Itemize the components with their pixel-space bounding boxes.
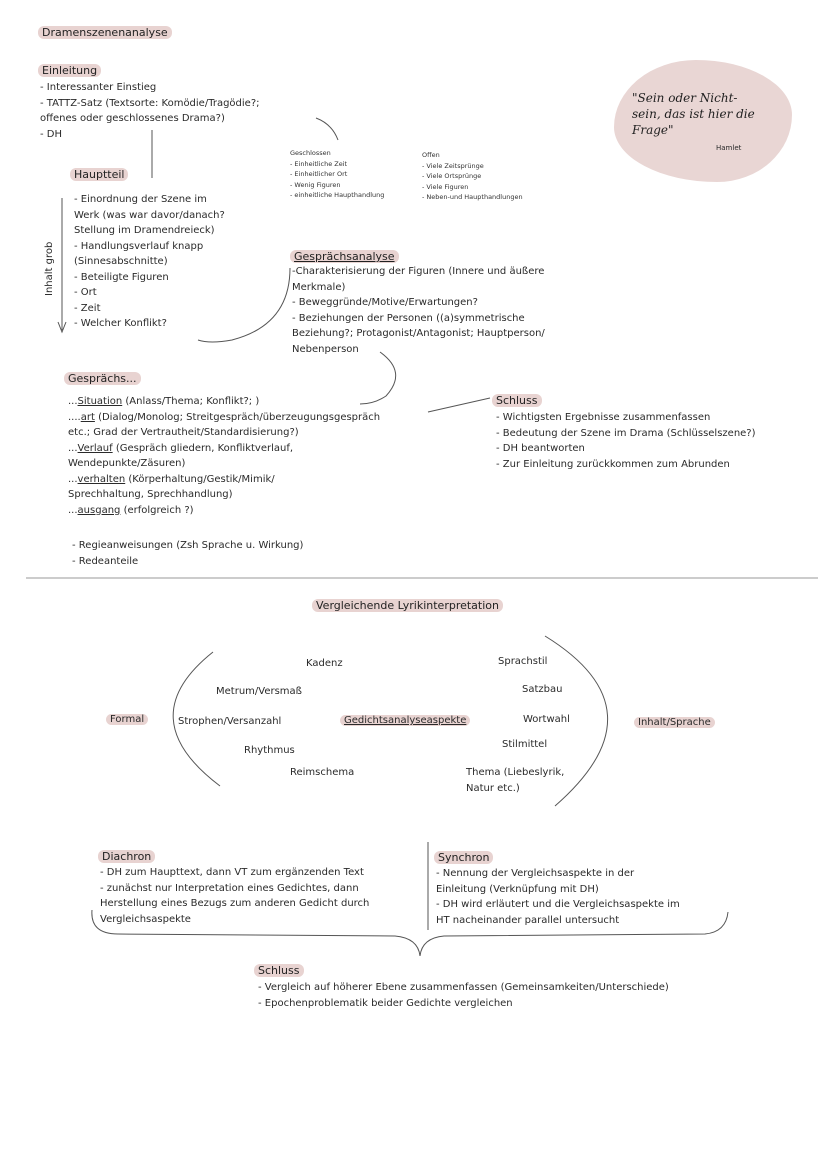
schluss-line — [428, 398, 490, 412]
list-item: - Handlungsverlauf knapp — [74, 240, 204, 252]
ausgang-line: ...ausgang (erfolgreich ?) — [68, 504, 194, 516]
list-item: - Viele Ortsprünge — [422, 172, 482, 180]
page-title: Dramenszenenanalyse — [38, 26, 172, 39]
hamlet-quote — [632, 90, 782, 152]
list-item: - DH zum Haupttext, dann VT zum ergänzenden Text — [100, 867, 364, 878]
quote-line: Frage" — [632, 123, 674, 137]
list-item: Herstellung eines Bezugs zum anderen Gedicht durch — [100, 898, 370, 909]
term-rhythmus: Rhythmus — [244, 745, 295, 756]
situation-line: ...Situation (Anlass/Thema; Konflikt?; ) — [68, 396, 260, 407]
list-item: - Viele Zeitsprünge — [422, 161, 484, 170]
list-item: offenes oder geschlossenes Drama?) — [40, 113, 225, 124]
gespraechs-extra-list — [72, 538, 303, 569]
list-item: - TATTZ-Satz (Textsorte: Komödie/Tragödie?; — [40, 97, 260, 109]
term-thema: Thema (Liebeslyrik, — [466, 767, 565, 778]
gespraechsanalyse-title: Gesprächsanalyse — [290, 250, 399, 263]
list-item: - Beziehungen der Personen ((a)symmetrische — [292, 312, 525, 324]
verlauf-line-2: Wendepunkte/Zäsuren) — [68, 458, 186, 469]
einleitung-title: Einleitung — [38, 64, 101, 77]
list-item: - Neben-und Haupthandlungen — [422, 193, 523, 201]
list-item: - Bedeutung der Szene im Drama (Schlüsselszene?) — [496, 427, 756, 439]
quote-author: Hamlet — [716, 144, 742, 152]
list-item: HT nacheinander parallel untersucht — [436, 914, 620, 926]
hauptteil-list — [74, 192, 225, 332]
lyrik-title: Vergleichende Lyrikinterpretation — [312, 599, 503, 612]
drama-type-curve — [316, 118, 338, 140]
schluss-lyrik-list — [258, 980, 669, 1011]
list-item: - Wichtigsten Ergebnisse zusammenfassen — [496, 412, 711, 423]
term-satzbau: Satzbau — [522, 684, 563, 695]
list-item: - Beweggründe/Motive/Erwartungen? — [292, 297, 478, 308]
list-item: - Ort — [74, 287, 97, 298]
list-item: Vergleichsaspekte — [100, 913, 191, 925]
list-item: - Einheitliche Zeit — [290, 159, 348, 168]
list-item: Einleitung (Verknüpfung mit DH) — [436, 883, 599, 895]
schluss-drama-list — [496, 410, 756, 472]
list-item: - Interessanter Einstieg — [40, 82, 157, 93]
list-item: - Welcher Konflikt? — [74, 318, 167, 329]
list-item: - Einordnung der Szene im — [74, 194, 207, 205]
list-item: Werk (was war davor/danach? — [74, 209, 225, 221]
list-item: - Einheitlicher Ort — [290, 170, 348, 178]
list-item: Beziehung?; Protagonist/Antagonist; Hauptperson/ — [292, 328, 545, 339]
list-item: - DH — [40, 128, 63, 140]
gespraechs-list — [68, 394, 380, 518]
term-sprachstil: Sprachstil — [498, 656, 548, 667]
synchron-list — [436, 866, 680, 928]
schluss-drama-title: Schluss — [492, 394, 542, 407]
inhalt-grob-label: Inhalt grob — [44, 241, 55, 296]
list-item: - einheitliche Haupthandlung — [290, 191, 385, 199]
quote-line: sein, das ist hier die — [632, 107, 755, 121]
list-item: - zunächst nur Interpretation eines Gedichtes, dann — [100, 882, 359, 894]
term-metrum: Metrum/Versmaß — [216, 686, 302, 697]
diachron-title: Diachron — [98, 850, 155, 863]
list-item: Nebenperson — [292, 343, 359, 355]
offen-title: Offen — [422, 151, 440, 159]
schluss-lyrik-title: Schluss — [254, 964, 304, 977]
gespraechsanalyse-list — [292, 264, 545, 357]
term-thema-2: Natur etc.) — [466, 783, 520, 794]
list-item: - Wenig Figuren — [290, 180, 341, 189]
hauptteil-title: Hauptteil — [70, 168, 128, 181]
term-kadenz: Kadenz — [306, 658, 343, 669]
verhalten-line-2: Sprechhaltung, Sprechhandlung) — [68, 489, 233, 500]
list-item: - Epochenproblematik beider Gedichte vergleichen — [258, 997, 513, 1009]
list-item: - Nennung der Vergleichsaspekte in der — [436, 868, 635, 879]
inhalt-sprache-label: Inhalt/Sprache — [634, 717, 715, 728]
formal-label: Formal — [106, 714, 148, 725]
list-item: Merkmale) — [292, 281, 346, 293]
term-wortwahl: Wortwahl — [523, 714, 570, 725]
synchron-title: Synchron — [434, 851, 493, 864]
list-item: (Sinnesabschnitte) — [74, 256, 168, 267]
list-item: - Zeit — [74, 302, 101, 314]
gespraechs-title: Gesprächs... — [64, 372, 141, 385]
verhalten-line: ...verhalten (Körperhaltung/Gestik/Mimik/ — [68, 473, 275, 485]
list-item: - Redeanteile — [72, 555, 139, 567]
quote-line: "Sein oder Nicht- — [632, 91, 738, 105]
list-item: Stellung im Dramendreieck) — [74, 225, 215, 236]
list-item: -Charakterisierung der Figuren (Innere und äußere — [292, 266, 545, 277]
center-label: Gedichtsanalyseaspekte — [340, 715, 470, 726]
geschlossen-title: Geschlossen — [290, 149, 331, 157]
art-line-2: etc.; Grad der Vertrautheit/Standardisierung?) — [68, 427, 299, 438]
list-item: - Vergleich auf höherer Ebene zusammenfassen (Gemeinsamkeiten/Unterschiede) — [258, 982, 669, 993]
list-item: - DH beantworten — [496, 443, 585, 454]
art-line: ....art (Dialog/Monolog; Streitgespräch/überzeugungsgespräch — [68, 411, 381, 423]
einleitung-list — [40, 80, 260, 142]
list-item: - Zur Einleitung zurückkommen zum Abrunden — [496, 458, 730, 470]
list-item: - Beteiligte Figuren — [74, 271, 169, 283]
term-stilmittel: Stilmittel — [502, 739, 548, 750]
list-item: - Regieanweisungen (Zsh Sprache u. Wirkung) — [72, 540, 304, 551]
list-item: - DH wird erläutert und die Vergleichsaspekte im — [436, 899, 680, 910]
diachron-list — [100, 865, 369, 927]
term-reimschema: Reimschema — [290, 767, 355, 778]
list-item: - Viele Figuren — [422, 182, 469, 191]
geschlossen-block — [290, 148, 384, 201]
term-strophen: Strophen/Versanzahl — [178, 716, 282, 727]
verlauf-line: ...Verlauf (Gespräch gliedern, Konfliktverlauf, — [68, 442, 294, 454]
offen-block — [422, 150, 523, 203]
